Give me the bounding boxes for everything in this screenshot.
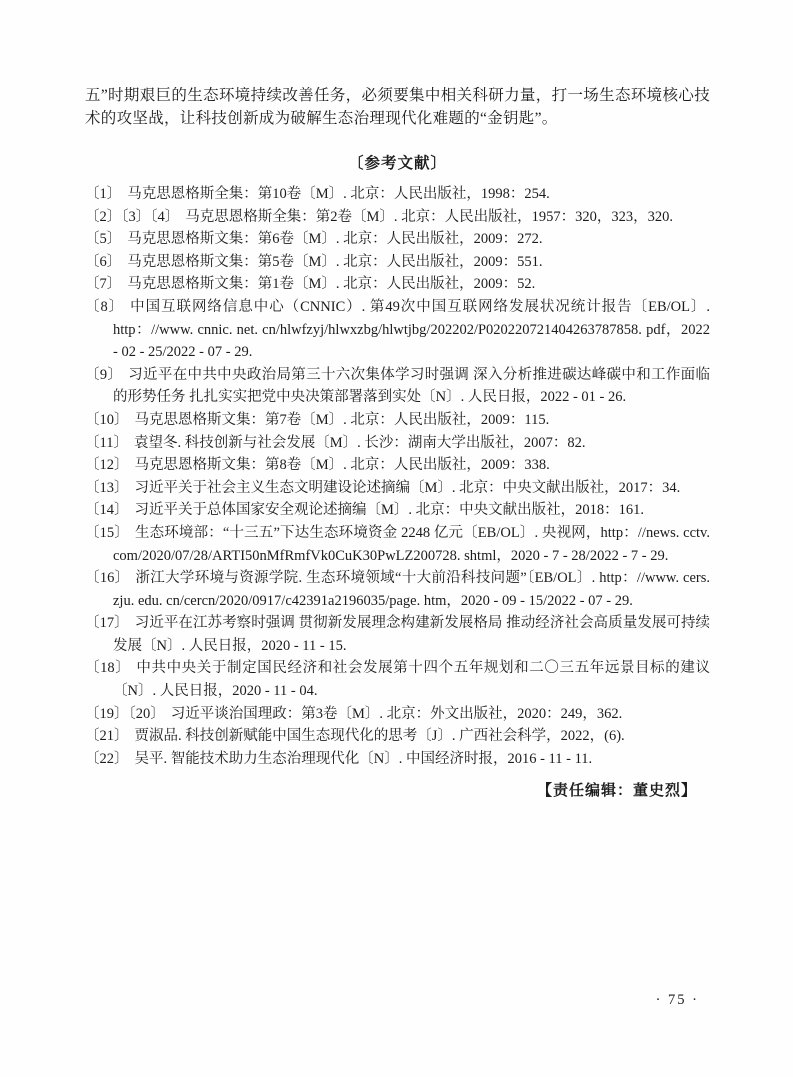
reference-text: 浙江大学环境与资源学院. 生态环境领域“十大前沿科技问题”〔EB/OL〕. http：//www. cers. zju. edu. cn/cercn/2020/0917/c42391a2196035/page. htm，2020 - 09 - 15/2022 - 07 - 29.	[113, 570, 711, 609]
reference-text: 吴平. 智能技术助力生态治理现代化〔N〕. 中国经济时报，2016 - 11 - 11.	[134, 750, 593, 767]
reference-item	[85, 748, 710, 771]
reference-label: 〔21〕	[85, 728, 129, 745]
reference-label: 〔14〕	[85, 502, 129, 519]
reference-item	[85, 567, 710, 612]
reference-text: 马克思恩格斯文集：第8卷〔M〕. 北京：人民出版社，2009：338.	[134, 457, 550, 474]
reference-label: 〔11〕	[85, 434, 128, 451]
body-paragraph: 五”时期艰巨的生态环境持续改善任务，必须要集中相关科研力量，打一场生态环境核心技术的攻坚战，让科技创新成为破解生态治理现代化难题的“金钥匙”。	[85, 87, 710, 127]
reference-text: 中共中央关于制定国民经济和社会发展第十四个五年规划和二〇三五年远景目标的建议〔N〕. 人民日报，2020 - 11 - 04.	[113, 660, 711, 700]
reference-label: 〔1〕	[85, 186, 122, 202]
reference-item	[85, 522, 710, 567]
reference-label: 〔22〕	[85, 750, 129, 767]
reference-text: 习近平在中共中央政治局第三十六次集体学习时强调 深入分析推进碳达峰碳中和工作面临的形势任务 扎扎实实把党中央决策部署落到实处〔N〕. 人民日报，2022 - 01 - 26.	[113, 366, 711, 406]
reference-text: 马克思恩格斯全集：第10卷〔M〕. 北京：人民出版社，1998：254.	[127, 186, 550, 202]
reference-label: 〔8〕	[85, 298, 125, 315]
reference-label: 〔13〕	[85, 479, 129, 496]
reference-text: 习近平谈治国理政：第3卷〔M〕. 北京：外文出版社，2020：249，362.	[170, 705, 623, 722]
reference-item	[85, 499, 710, 522]
reference-text: 袁望冬. 科技创新与社会发展〔M〕. 长沙：湖南大学出版社，2007：82.	[133, 434, 586, 451]
reference-item	[85, 364, 710, 409]
reference-label: 〔19〕〔20〕	[85, 705, 165, 722]
reference-label: 〔15〕	[85, 524, 129, 541]
references-list	[85, 183, 710, 770]
reference-text: 中国互联网络信息中心（CNNIC）. 第49次中国互联网络发展状况统计报告〔EB/OL〕. http：//www. cnnic. net. cn/hlwfzyj/hlwxzbg/hlwtjbg/202202/P020220721404263787858. pdf，2022 - 02 - 25/2022 - 07 - 29.	[113, 298, 711, 361]
reference-item	[85, 703, 710, 726]
reference-text: 马克思恩格斯文集：第6卷〔M〕. 北京：人民出版社，2009：272.	[127, 231, 543, 248]
reference-text: 习近平关于社会主义生态文明建设论述摘编〔M〕. 北京：中央文献出版社，2017：34.	[134, 479, 681, 496]
reference-label: 〔5〕	[85, 231, 122, 248]
reference-item	[85, 657, 710, 702]
reference-label: 〔18〕	[85, 660, 131, 677]
reference-item	[85, 454, 710, 477]
reference-text: 马克思恩格斯全集：第2卷〔M〕. 北京：人民出版社，1957：320，323，320.	[185, 208, 674, 225]
reference-label: 〔12〕	[85, 457, 129, 474]
references-heading: 〔参考文献〕	[347, 155, 447, 172]
reference-item	[85, 477, 710, 500]
reference-item	[85, 228, 710, 251]
reference-text: 习近平关于总体国家安全观论述摘编〔M〕. 北京：中央文献出版社，2018：161.	[134, 502, 645, 519]
reference-label: 〔6〕	[85, 253, 122, 270]
reference-item	[85, 432, 710, 455]
reference-text: 马克思恩格斯文集：第1卷〔M〕. 北京：人民出版社，2009：52.	[127, 276, 536, 293]
reference-label: 〔9〕	[85, 366, 123, 383]
reference-label: 〔7〕	[85, 276, 122, 293]
page-content	[85, 84, 710, 800]
reference-item	[85, 206, 710, 229]
reference-item	[85, 409, 710, 432]
reference-label: 〔16〕	[85, 570, 130, 587]
reference-text: 马克思恩格斯文集：第5卷〔M〕. 北京：人民出版社，2009：551.	[127, 253, 543, 270]
reference-item	[85, 251, 710, 274]
page-number: · 75 ·	[655, 992, 699, 1008]
reference-item	[85, 296, 710, 364]
reference-text: 马克思恩格斯文集：第7卷〔M〕. 北京：人民出版社，2009：115.	[134, 411, 550, 428]
reference-item	[85, 183, 710, 206]
reference-label: 〔10〕	[85, 411, 129, 428]
reference-text: 贾淑品. 科技创新赋能中国生态现代化的思考〔J〕. 广西社会科学，2022，(6).	[134, 728, 625, 745]
reference-item	[85, 612, 710, 657]
reference-item	[85, 273, 710, 296]
reference-text: 习近平在江苏考察时强调 贯彻新发展理念构建新发展格局 推动经济社会高质量发展可持续发展〔N〕. 人民日报，2020 - 11 - 15.	[113, 615, 711, 654]
reference-text: 生态环境部：“十三五”下达生态环境资金 2248 亿元〔EB/OL〕. 央视网，http：//news. cctv. com/2020/07/28/ARTI50nMfRmfVk0CuK30PwLZ200728. shtml，2020 - 7 - 28/2022 - 7 - 29.	[113, 524, 710, 564]
reference-label: 〔17〕	[85, 615, 129, 632]
reference-item	[85, 725, 710, 748]
reference-label: 〔2〕〔3〕〔4〕	[85, 208, 180, 225]
editor-line: 【责任编辑：董史烈】	[536, 783, 697, 800]
